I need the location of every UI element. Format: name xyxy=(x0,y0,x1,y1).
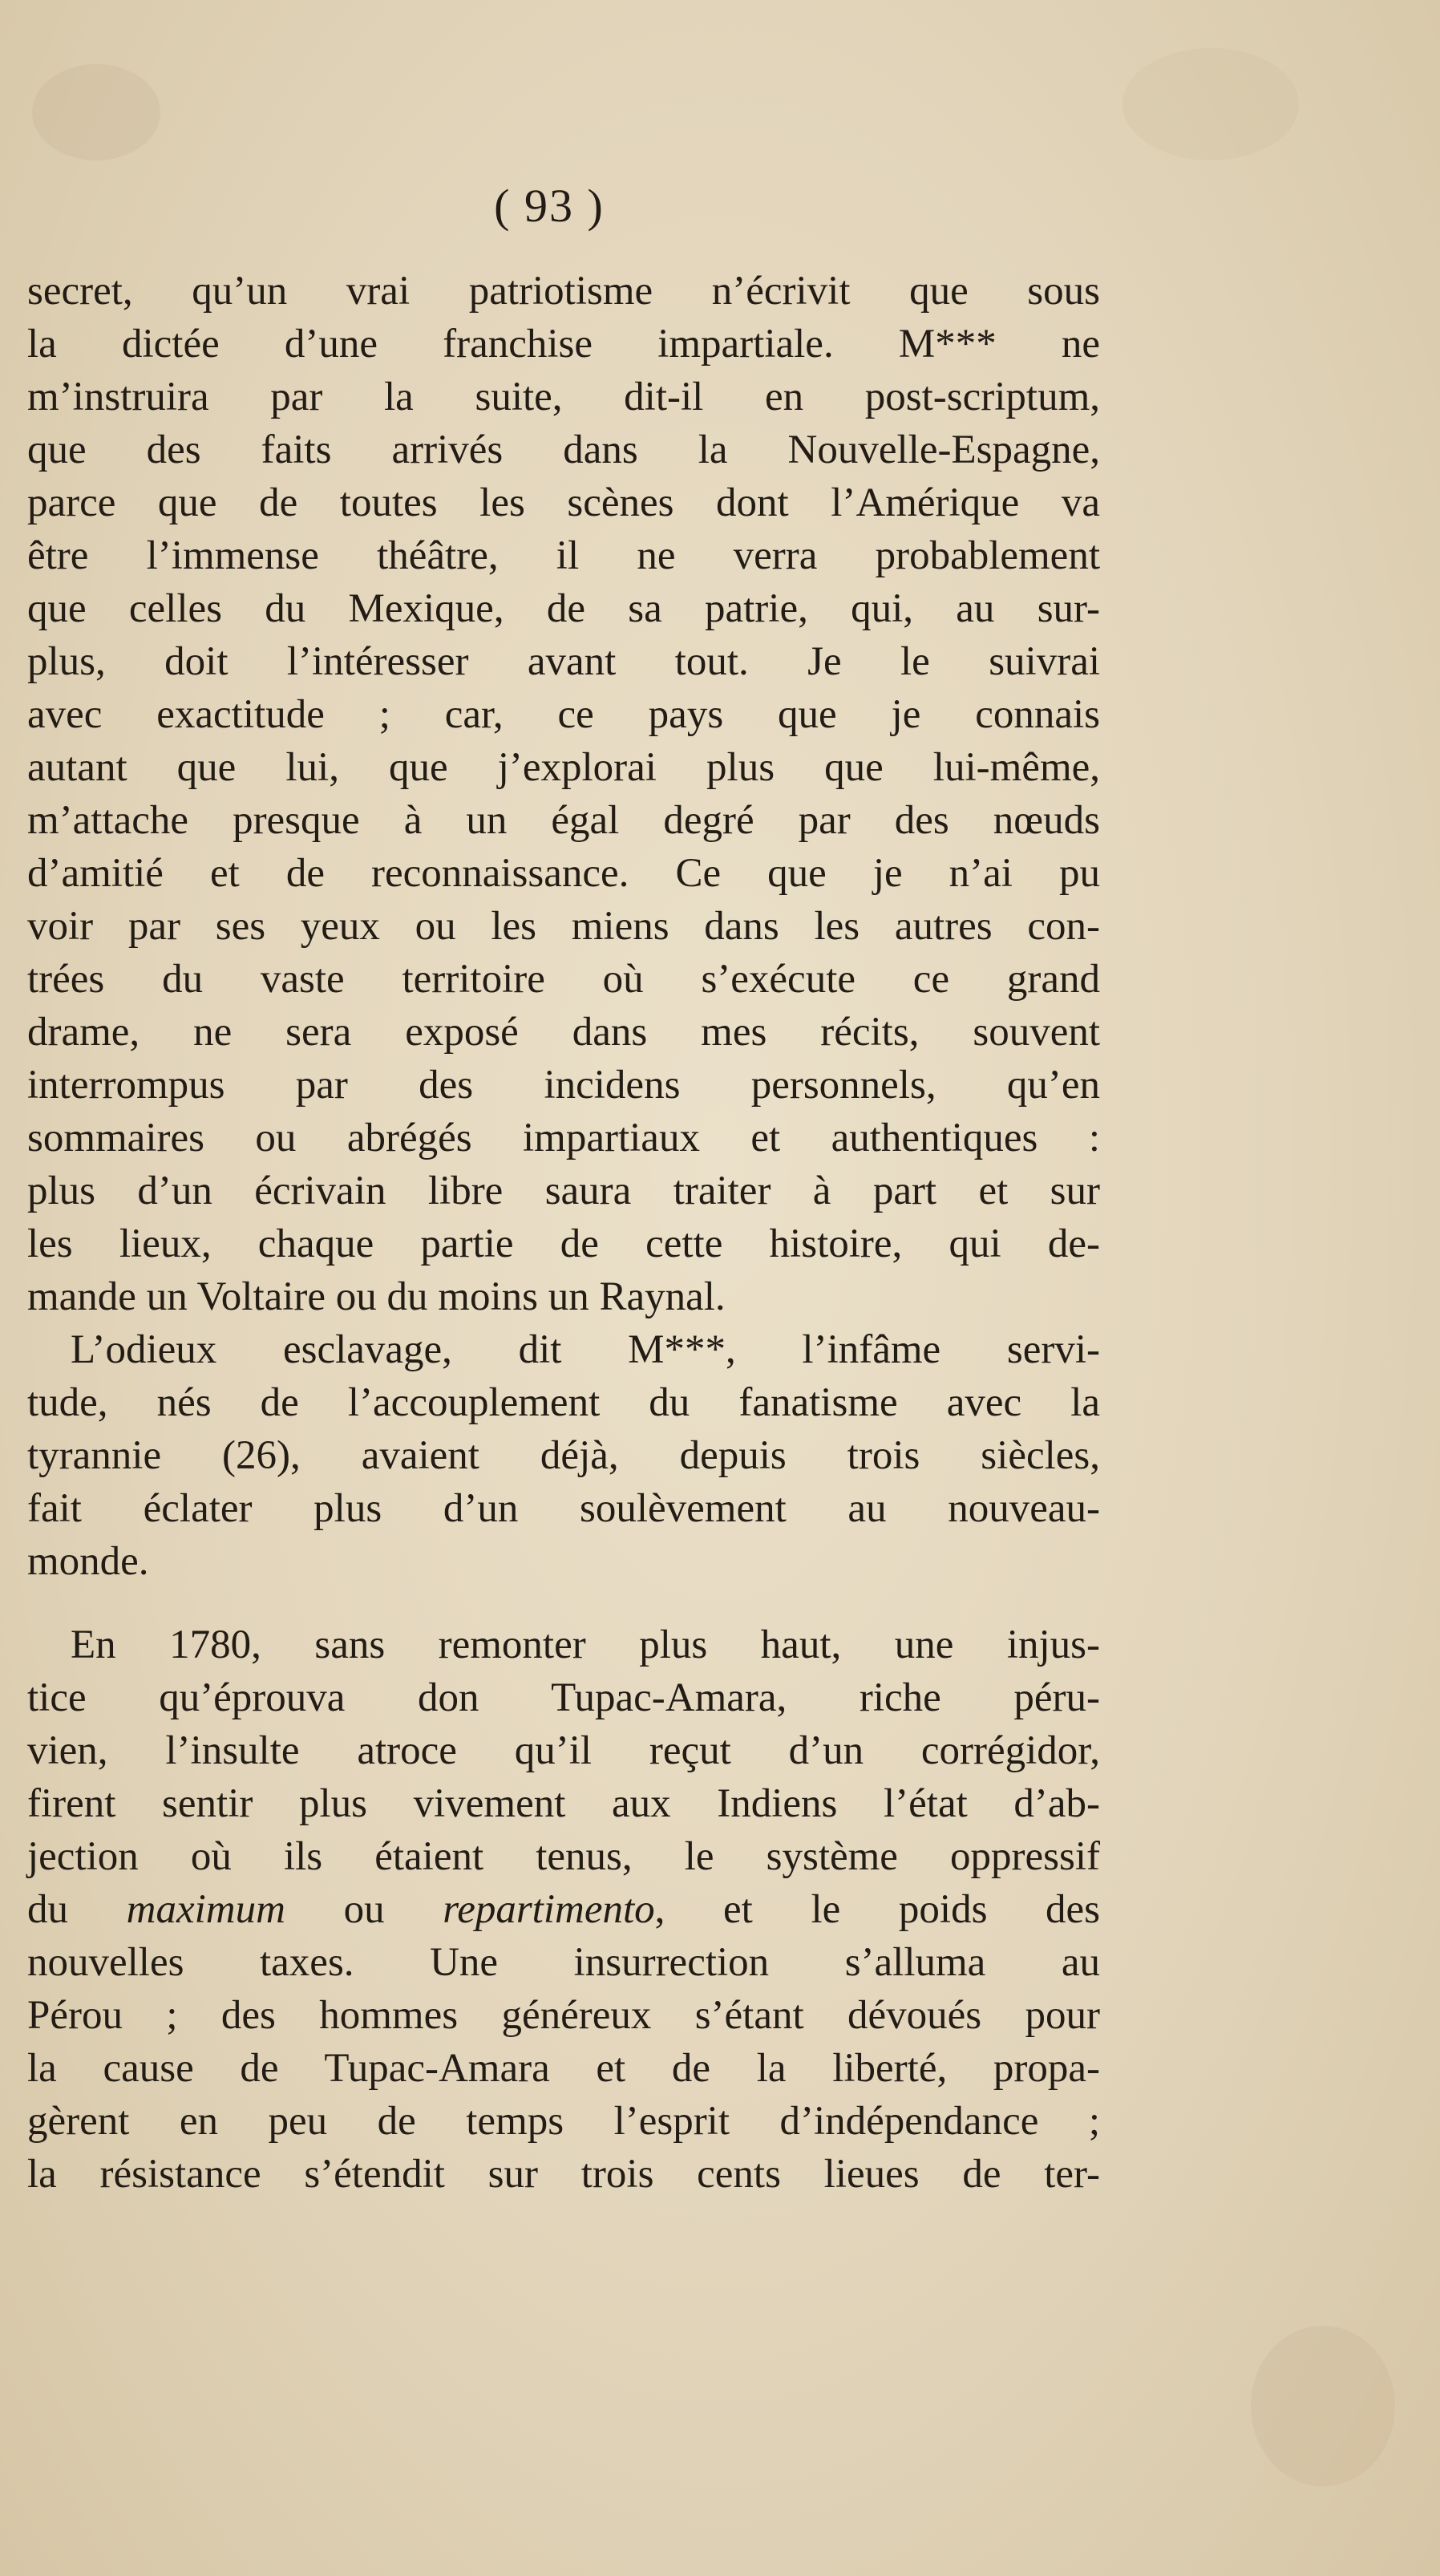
text-fragment: , et le poids des xyxy=(654,1887,1101,1932)
text-fragment: ou xyxy=(343,1887,385,1932)
italic-term: maximum xyxy=(126,1887,285,1932)
text-line: jection où ils étaient tenus, le système oppressif xyxy=(27,1834,1100,1879)
paper-stain xyxy=(32,64,160,160)
text-line: fait éclater plus d’un soulèvement au nouveau- xyxy=(27,1486,1100,1531)
text-line: la cause de Tupac-Amara et de la liberté, propa- xyxy=(27,2046,1100,2091)
text-line: la résistance s’étendit sur trois cents lieues de ter- xyxy=(27,2152,1100,2197)
text-line: plus d’un écrivain libre saura traiter à part et sur xyxy=(27,1169,1100,1213)
text-line: les lieux, chaque partie de cette histoire, qui de- xyxy=(27,1221,1100,1266)
text-line: tice qu’éprouva don Tupac-Amara, riche péru- xyxy=(27,1675,1100,1720)
text-line: que celles du Mexique, de sa patrie, qui, au sur- xyxy=(27,586,1100,631)
text-line: autant que lui, que j’explorai plus que lui-même, xyxy=(27,745,1100,790)
italic-term: repartimento xyxy=(443,1887,655,1932)
text-line: gèrent en peu de temps l’esprit d’indépendance ; xyxy=(27,2099,1100,2144)
text-line: voir par ses yeux ou les miens dans les autres con- xyxy=(27,904,1100,949)
text-line: avec exactitude ; car, ce pays que je connais xyxy=(27,692,1100,737)
text-line: plus, doit l’intéresser avant tout. Je le suivrai xyxy=(27,639,1100,684)
text-line: trées du vaste territoire où s’exécute ce grand xyxy=(27,957,1100,1002)
text-line: firent sentir plus vivement aux Indiens l’état d’ab- xyxy=(27,1781,1100,1826)
paragraph-1 xyxy=(27,265,1100,1323)
paper-stain xyxy=(1122,48,1299,160)
text-line: la dictée d’une franchise impartiale. M*** ne xyxy=(27,322,1100,367)
body-text xyxy=(27,265,1100,2201)
text-fragment: du xyxy=(27,1887,68,1932)
text-line: drame, ne sera exposé dans mes récits, souvent xyxy=(27,1010,1100,1055)
text-line: m’instruira par la suite, dit-il en post-scriptum, xyxy=(27,375,1100,419)
text-line: vien, l’insulte atroce qu’il reçut d’un corrégidor, xyxy=(27,1728,1100,1773)
paper-stain xyxy=(1251,2326,1395,2486)
text-line: L’odieux esclavage, dit M***, l’infâme servi- xyxy=(71,1327,1100,1372)
page-number: ( 93 ) xyxy=(494,180,605,232)
text-line: tude, nés de l’accouplement du fanatisme avec la xyxy=(27,1380,1100,1425)
text-line: sommaires ou abrégés impartiaux et authentiques : xyxy=(27,1116,1100,1160)
text-line: En 1780, sans remonter plus haut, une injus- xyxy=(71,1622,1100,1667)
text-line: monde. xyxy=(27,1539,149,1584)
text-line: d’amitié et de reconnaissance. Ce que je n’ai pu xyxy=(27,851,1100,896)
paragraph-gap xyxy=(27,1588,1100,1618)
text-line: parce que de toutes les scènes dont l’Amérique va xyxy=(27,480,1100,525)
text-line-with-italics xyxy=(27,1883,1100,1936)
text-line: secret, qu’un vrai patriotisme n’écrivit que sous xyxy=(27,269,1100,314)
text-line: mande un Voltaire ou du moins un Raynal. xyxy=(27,1274,726,1319)
text-line: m’attache presque à un égal degré par des nœuds xyxy=(27,798,1100,843)
text-line: nouvelles taxes. Une insurrection s’alluma au xyxy=(27,1940,1100,1985)
paragraph-2 xyxy=(27,1323,1100,1588)
text-line: être l’immense théâtre, il ne verra probablement xyxy=(27,533,1100,578)
text-line: interrompus par des incidens personnels, qu’en xyxy=(27,1063,1100,1108)
text-line: tyrannie (26), avaient déjà, depuis trois siècles, xyxy=(27,1433,1100,1478)
text-line: Pérou ; des hommes généreux s’étant dévoués pour xyxy=(27,1993,1100,2038)
paragraph-3 xyxy=(27,1618,1100,2201)
text-line: que des faits arrivés dans la Nouvelle-Espagne, xyxy=(27,427,1100,472)
